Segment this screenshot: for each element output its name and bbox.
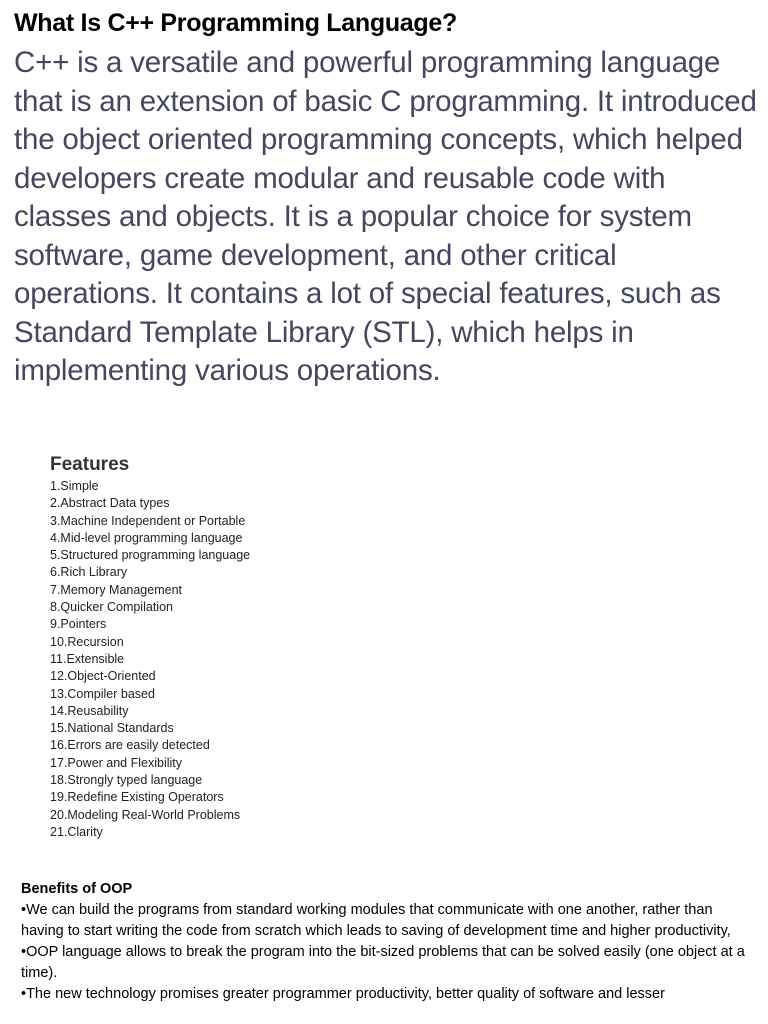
oop-benefit-item: •We can build the programs from standard working modules that communicate with one another, rather than having to start writing the code from scratch which leads to saving of development time and higher productivity, (21, 902, 731, 939)
feature-item: 9.Pointers (50, 617, 107, 632)
feature-item: 5.Structured programming language (50, 548, 251, 563)
feature-item: 8.Quicker Compilation (50, 600, 173, 615)
feature-item: 19.Redefine Existing Operators (50, 790, 224, 805)
oop-benefits-heading: Benefits of OOP (21, 881, 133, 897)
feature-item: 21.Clarity (50, 824, 103, 839)
oop-benefit-item: •The new technology promises greater programmer productivity, better quality of software and lesser (21, 986, 665, 1002)
intro-paragraph: C++ is a versatile and powerful programming language that is an extension of basic C programming. It introduced the object oriented programming concepts, which helped developers create modular and reusable code with classes and objects. It is a popular choice for system software, game development, and other critical operations. It contains a lot of special features, such as Standard Template Library (STL), which helps in implementing various operations. (14, 46, 757, 387)
feature-item: 7.Memory Management (50, 582, 183, 597)
feature-item: 14.Reusability (50, 703, 129, 718)
features-section (50, 452, 450, 841)
feature-item: 2.Abstract Data types (50, 496, 170, 511)
feature-item: 20.Modeling Real-World Problems (50, 807, 241, 822)
feature-item: 10.Recursion (50, 634, 124, 649)
feature-item: 17.Power and Flexibility (50, 755, 183, 770)
feature-item: 6.Rich Library (50, 565, 128, 580)
feature-item: 18.Strongly typed language (50, 773, 203, 788)
feature-item: 3.Machine Independent or Portable (50, 513, 246, 528)
feature-item: 13.Compiler based (50, 686, 155, 701)
oop-benefits-list (21, 900, 756, 1005)
feature-item: 12.Object-Oriented (50, 669, 156, 684)
feature-item: 16.Errors are easily detected (50, 738, 210, 753)
features-heading: Features (50, 454, 130, 475)
feature-item: 11.Extensible (50, 651, 125, 666)
oop-benefits-section (21, 879, 756, 1005)
page-title: What Is C++ Programming Language? (14, 9, 457, 37)
oop-benefit-item: •OOP language allows to break the program into the bit-sized problems that can be solved easily (one object at a time). (21, 944, 745, 981)
feature-item: 1.Simple (50, 479, 99, 493)
features-list (50, 478, 450, 841)
feature-item: 4.Mid-level programming language (50, 530, 243, 545)
feature-item: 15.National Standards (50, 721, 174, 736)
